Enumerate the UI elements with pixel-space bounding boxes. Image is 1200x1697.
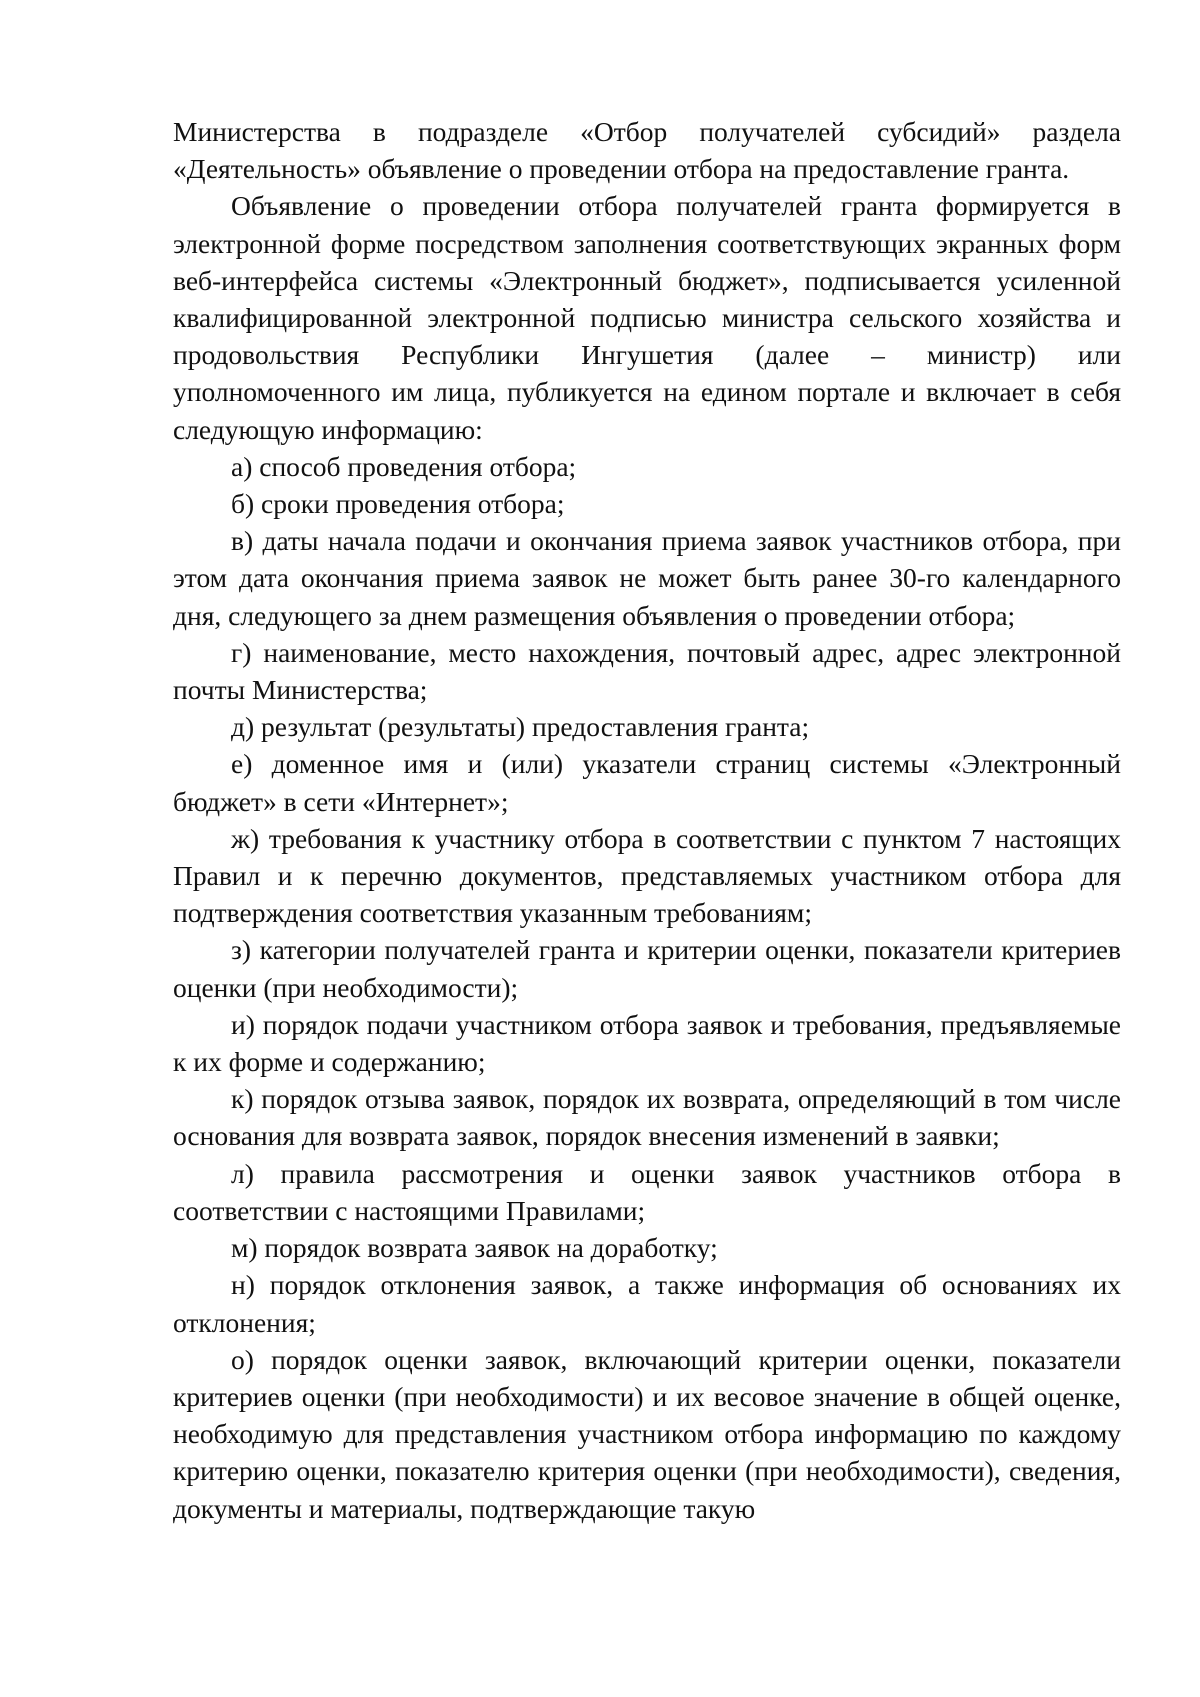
paragraph-announcement: Объявление о проведении отбора получателей гранта формируется в электронной форме посредством заполнения соответствующих экранных форм веб-интерфейса системы «Электронный бюджет», подписывается усиленной квалифицированной электронной подписью министра сельского хозяйства и продовольствия Республики Ингушетия (далее – министр) или уполномоченного им лица, публикуется на едином портале и включает в себя следующую информацию: [173, 190, 1121, 445]
list-item-zh: ж) требования к участнику отбора в соответствии с пунктом 7 настоящих Правил и к перечню документов, представляемых участником отбора для подтверждения соответствия указанным требованиям; [173, 822, 1121, 929]
list-item-l: л) правила рассмотрения и оценки заявок участников отбора в соответствии с настоящими Правилами; [173, 1157, 1121, 1226]
list-item-z: з) категории получателей гранта и критерии оценки, показатели критериев оценки (при необходимости); [173, 934, 1121, 1003]
list-item-e: е) доменное имя и (или) указатели страниц системы «Электронный бюджет» в сети «Интернет»; [173, 748, 1121, 817]
list-item-d: д) результат (результаты) предоставления гранта; [231, 711, 810, 743]
list-item-a: а) способ проведения отбора; [231, 450, 577, 482]
list-item-b: б) сроки проведения отбора; [231, 488, 565, 520]
list-item-i: и) порядок подачи участником отбора заявок и требования, предъявляемые к их форме и содержанию; [173, 1008, 1121, 1078]
list-item-n: н) порядок отклонения заявок, а также информация об основаниях их отклонения; [173, 1269, 1121, 1338]
list-item-v: в) даты начала подачи и окончания приема заявок участников отбора, при этом дата окончания приема заявок не может быть ранее 30-го календарного дня, следующего за днем размещения объявления о проведении отбора; [173, 525, 1121, 631]
list-item-m: м) порядок возврата заявок на доработку; [231, 1232, 718, 1264]
list-item-o: о) порядок оценки заявок, включающий критерии оценки, показатели критериев оценки (при необходимости) и их весовое значение в общей оценке, необходимую для представления участником отбора информацию по каждому критерию оценки, показателю критерия оценки (при необходимости), сведения, документы и материалы, подтверждающие такую [173, 1343, 1121, 1524]
paragraph-continuation: Министерства в подразделе «Отбор получателей субсидий» раздела «Деятельность» объявление о проведении отбора на предоставление гранта. [173, 116, 1121, 185]
list-item-k: к) порядок отзыва заявок, порядок их возврата, определяющий в том числе основания для возврата заявок, порядок внесения изменений в заявки; [173, 1083, 1121, 1152]
document-body [173, 113, 1121, 1527]
list-item-g: г) наименование, место нахождения, почтовый адрес, адрес электронной почты Министерства; [173, 636, 1121, 706]
